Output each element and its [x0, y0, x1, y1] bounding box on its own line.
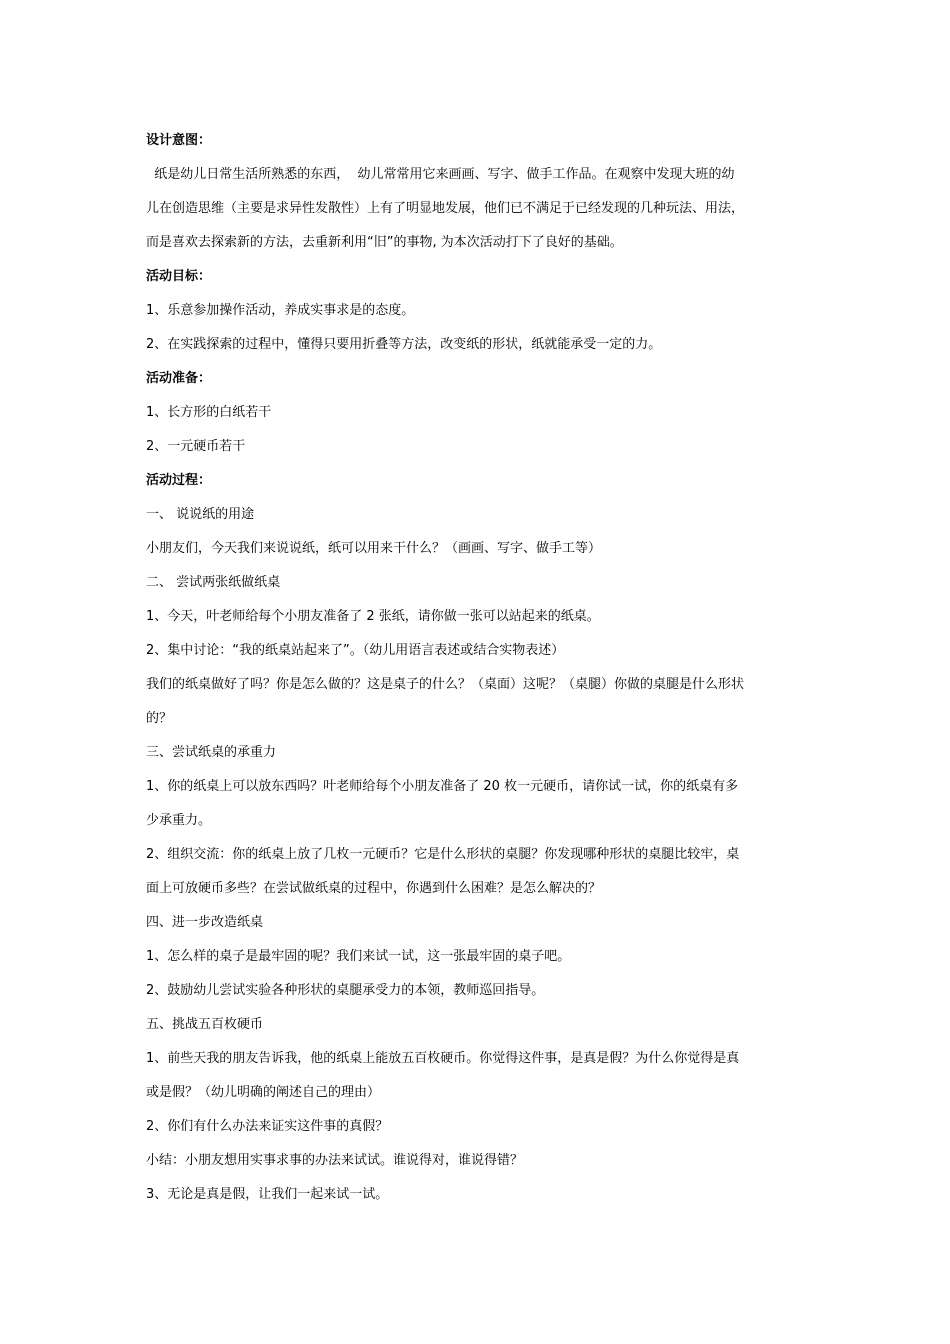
summary-line: 小结：小朋友想用实事求事的办法来试试。谁说得对，谁说得错？ [146, 1153, 524, 1168]
step-heading: 三、尝试纸桌的承重力 [146, 745, 277, 760]
step-heading: 二、 尝试两张纸做纸桌 [146, 575, 281, 590]
paragraph-line: 或是假？（幼儿明确的阐述自己的理由） [146, 1085, 381, 1100]
list-item: 1、乐意参加操作活动，养成实事求是的态度。 [146, 303, 415, 318]
step-heading: 四、进一步改造纸桌 [146, 915, 264, 930]
list-item: 2、你们有什么办法来证实这件事的真假？ [146, 1119, 389, 1134]
list-item: 1、长方形的白纸若干 [146, 405, 272, 420]
paragraph-line: 少承重力。 [146, 813, 212, 828]
paragraph-line: 小朋友们，今天我们来说说纸，纸可以用来干什么？（画画、写字、做手工等） [146, 541, 602, 556]
paragraph-line: 面上可放硬币多些？在尝试做纸桌的过程中，你遇到什么困难？是怎么解决的？ [146, 881, 602, 896]
paragraph-line: 纸是幼儿日常生活所熟悉的东西， 幼儿常常用它来画画、写字、做手工作品。在观察中发现大班的幼 [146, 167, 735, 182]
paragraph-line: 儿在创造思维（主要是求异性发散性）上有了明显地发展，他们已不满足于已经发现的几种玩法、用法， [146, 201, 745, 216]
list-item: 2、一元硬币若干 [146, 439, 246, 454]
paragraph-line: 的？ [146, 711, 173, 726]
list-item: 1、你的纸桌上可以放东西吗？叶老师给每个小朋友准备了 20 枚一元硬币，请你试一试，你的纸桌有多 [146, 779, 739, 794]
document-page [146, 124, 810, 1212]
list-item: 2、在实践探索的过程中，懂得只要用折叠等方法，改变纸的形状，纸就能承受一定的力。 [146, 337, 662, 352]
step-heading: 五、挑战五百枚硬币 [146, 1017, 264, 1032]
list-item: 1、前些天我的朋友告诉我，他的纸桌上能放五百枚硬币。你觉得这件事，是真是假？为什么你觉得是真 [146, 1051, 740, 1066]
section-heading-process: 活动过程： [146, 473, 212, 488]
paragraph-line: 我们的纸桌做好了吗？你是怎么做的？这是桌子的什么？（桌面）这呢？（桌腿）你做的桌腿是什么形状 [146, 677, 745, 692]
list-item: 2、鼓励幼儿尝试实验各种形状的桌腿承受力的本领，教师巡回指导。 [146, 983, 545, 998]
list-item: 2、组织交流：你的纸桌上放了几枚一元硬币？它是什么形状的桌腿？你发现哪种形状的桌腿比较牢，桌 [146, 847, 740, 862]
section-heading-design-intent: 设计意图： [146, 133, 212, 148]
list-item: 1、怎么样的桌子是最牢固的呢？我们来试一试，这一张最牢固的桌子吧。 [146, 949, 571, 964]
paragraph-line: 而是喜欢去探索新的方法，去重新利用“旧”的事物, 为本次活动打下了良好的基础。 [146, 235, 623, 250]
step-heading: 一、 说说纸的用途 [146, 507, 255, 522]
section-heading-preparation: 活动准备： [146, 371, 212, 386]
list-item: 1、今天，叶老师给每个小朋友准备了 2 张纸，请你做一张可以站起来的纸桌。 [146, 609, 600, 624]
section-heading-objectives: 活动目标： [146, 269, 212, 284]
list-item: 2、集中讨论：“我的纸桌站起来了”。（幼儿用语言表述或结合实物表述） [146, 643, 565, 658]
list-item: 3、无论是真是假，让我们一起来试一试。 [146, 1187, 389, 1202]
